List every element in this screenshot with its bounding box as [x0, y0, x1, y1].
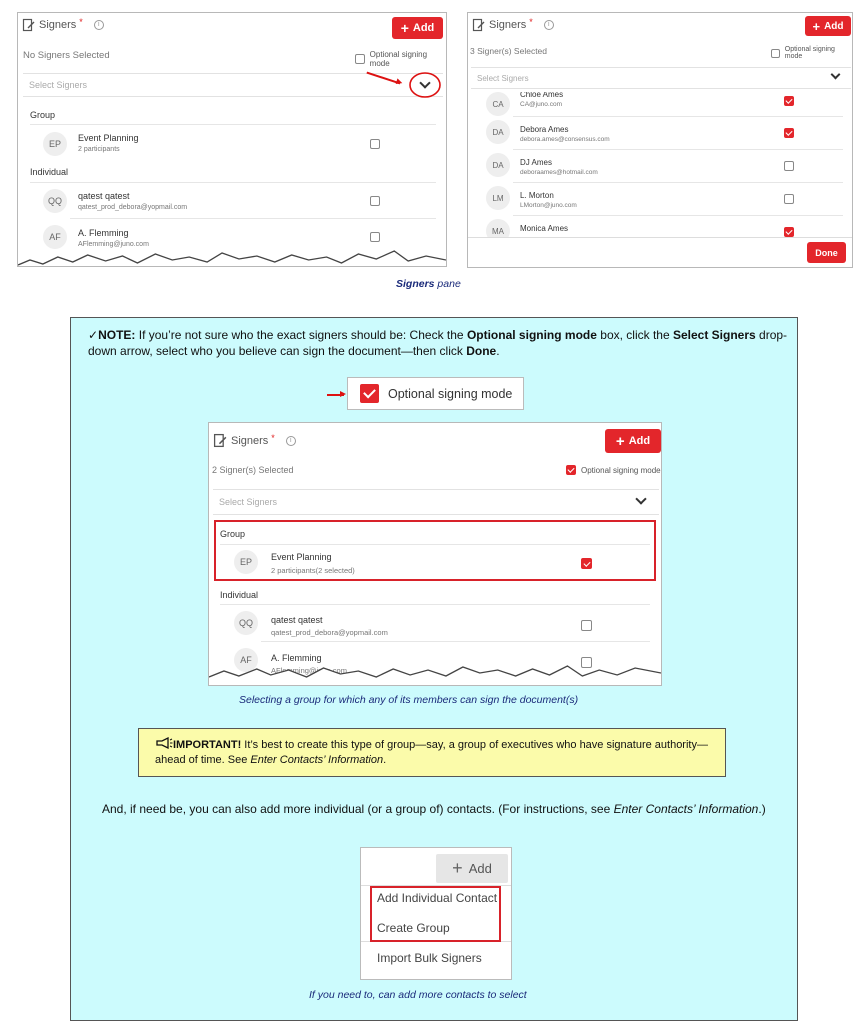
divider [70, 218, 436, 219]
contact-email: deboraames@hotmail.com [520, 169, 598, 176]
select-signers-dropdown[interactable]: Select Signers [471, 67, 851, 89]
contact-email: AFlemming@juno.com [271, 666, 347, 675]
group-heading: Group [30, 110, 56, 120]
pane-title: Signers [489, 19, 527, 31]
group-participants: 2 participants [78, 146, 120, 153]
contact-checkbox[interactable] [370, 196, 380, 206]
optional-signing-checkbox[interactable] [566, 465, 576, 475]
contacts-caption: If you need to, can add more contacts to select [309, 989, 527, 1001]
info-icon[interactable]: i [544, 20, 554, 30]
avatar: QQ [234, 611, 258, 635]
required-mark: * [271, 432, 275, 443]
optional-signing-toggle[interactable]: Optional signing mode [771, 46, 852, 60]
required-mark: * [529, 17, 533, 27]
avatar: AF [234, 648, 258, 672]
contact-name: L. Morton [520, 191, 554, 200]
contact-name: Debora Ames [520, 125, 569, 134]
contact-name: qatest qatest [78, 191, 130, 201]
plus-icon: + [400, 20, 409, 36]
pointer-arrow [327, 394, 344, 396]
torn-edge [18, 245, 446, 267]
selected-status: 3 Signer(s) Selected [470, 46, 548, 56]
optional-signing-checkbox[interactable] [360, 384, 379, 403]
megaphone-icon [155, 737, 173, 749]
pane-header [472, 18, 554, 32]
contact-checkbox[interactable] [784, 194, 794, 204]
torn-edge [209, 661, 661, 686]
contact-name: A. Flemming [271, 653, 322, 663]
avatar: EP [43, 132, 67, 156]
contact-name: qatest qatest [271, 615, 323, 625]
group-name: Event Planning [271, 552, 332, 562]
avatar: QQ [43, 189, 67, 213]
pane-header [213, 433, 296, 448]
add-button[interactable]: + Add [605, 429, 661, 453]
pane-title: Signers [39, 19, 77, 31]
contact-email: qatest_prod_debora@yopmail.com [78, 204, 188, 211]
divider [513, 149, 843, 150]
add-menu-screenshot [360, 847, 512, 980]
plus-icon: + [812, 18, 821, 34]
note-callout [70, 317, 798, 1021]
contact-name: A. Flemming [78, 228, 129, 238]
optional-signing-checkbox[interactable] [771, 49, 780, 58]
individual-heading: Individual [220, 590, 259, 600]
add-button[interactable]: + Add [392, 17, 443, 39]
contact-email: AFlemming@juno.com [78, 241, 149, 248]
signature-doc-icon [472, 18, 486, 32]
divider [220, 544, 650, 545]
contact-checkbox[interactable] [581, 620, 592, 631]
contact-email: qatest_prod_debora@yopmail.com [271, 628, 388, 637]
group-caption: Selecting a group for which any of its members can sign the document(s) [239, 694, 579, 706]
contact-email: debora.ames@consensus.com [520, 136, 610, 143]
divider [220, 604, 650, 605]
signer-list [468, 92, 853, 237]
plus-icon: + [615, 432, 625, 450]
signature-doc-icon [213, 433, 228, 448]
select-signers-dropdown[interactable]: Select Signers [213, 489, 659, 515]
contact-name: Monica Ames [520, 224, 569, 233]
contact-email: CA@juno.com [520, 101, 563, 108]
group-name: Event Planning [78, 133, 139, 143]
avatar: MA [486, 219, 510, 237]
group-checkbox[interactable] [370, 139, 380, 149]
avatar: DA [486, 120, 510, 144]
optional-signing-checkbox[interactable] [355, 54, 365, 64]
add-button[interactable]: + Add [805, 16, 851, 36]
contact-checkbox[interactable] [784, 128, 794, 138]
contact-checkbox[interactable] [784, 227, 794, 237]
selected-status: No Signers Selected [23, 50, 110, 61]
menu-item-create-group[interactable]: Create Group [377, 921, 450, 935]
required-mark: * [79, 17, 83, 27]
contact-name: DJ Ames [520, 158, 553, 167]
avatar: CA [486, 92, 510, 116]
menu-highlight [370, 886, 501, 942]
info-icon[interactable]: i [94, 20, 104, 30]
group-checkbox[interactable] [581, 558, 592, 569]
avatar: EP [234, 550, 258, 574]
contact-checkbox[interactable] [370, 232, 380, 242]
group-heading: Group [220, 529, 246, 539]
divider [30, 124, 436, 125]
contact-checkbox[interactable] [784, 161, 794, 171]
signers-pane-empty [17, 12, 447, 267]
select-signers-dropdown[interactable]: Select Signers [23, 73, 443, 97]
avatar: DA [486, 153, 510, 177]
divider [261, 641, 650, 642]
contact-email: LMorton@juno.com [520, 202, 577, 209]
done-button[interactable]: Done [807, 242, 846, 263]
contact-name: Chloe Ames [520, 92, 564, 99]
selected-status: 2 Signer(s) Selected [212, 465, 294, 475]
menu-item-import-bulk-signers[interactable]: Import Bulk Signers [377, 951, 482, 965]
plus-icon: + [452, 858, 463, 878]
signers-pane-selected [467, 12, 853, 268]
optional-signing-toggle[interactable]: Optional signing mode [355, 50, 446, 68]
figure-caption: Signers pane [396, 278, 461, 290]
note-text: ✓NOTE: If you’re not sure who the exact signers should be: Check the Optional signing mode box, click the Select Signers drop-down arrow, select who you believe can sign the document—then click Done. [88, 328, 788, 358]
individual-heading: Individual [30, 167, 69, 177]
menu-item-add-individual-contact[interactable]: Add Individual Contact [377, 891, 498, 905]
divider [30, 182, 436, 183]
info-icon[interactable]: i [286, 436, 296, 446]
pane-title: Signers [231, 434, 269, 447]
add-button[interactable]: + Add [436, 854, 508, 883]
check-icon: ✓ [88, 328, 99, 342]
signers-pane-group-selected [208, 422, 662, 686]
optional-signing-toggle[interactable]: Optional signing mode [566, 465, 661, 475]
divider [513, 116, 843, 117]
contact-checkbox[interactable] [784, 96, 794, 106]
divider [513, 215, 843, 216]
more-contacts-text: And, if need be, you can also add more individual (or a group of) contacts. (For instructions, see Enter Contacts’ Information.) [102, 802, 766, 816]
pane-header [22, 18, 104, 32]
signature-doc-icon [22, 18, 36, 32]
divider [513, 182, 843, 183]
optional-signing-callout[interactable]: Optional signing mode [347, 377, 524, 410]
divider [468, 237, 853, 238]
important-callout: IMPORTANT! It’s best to create this type of group—say, a group of executives who have signature authority—ahead of time. See Enter Contacts’ Information. [138, 728, 726, 777]
avatar: LM [486, 186, 510, 210]
avatar: AF [43, 225, 67, 249]
group-participants: 2 participants(2 selected) [271, 566, 355, 575]
